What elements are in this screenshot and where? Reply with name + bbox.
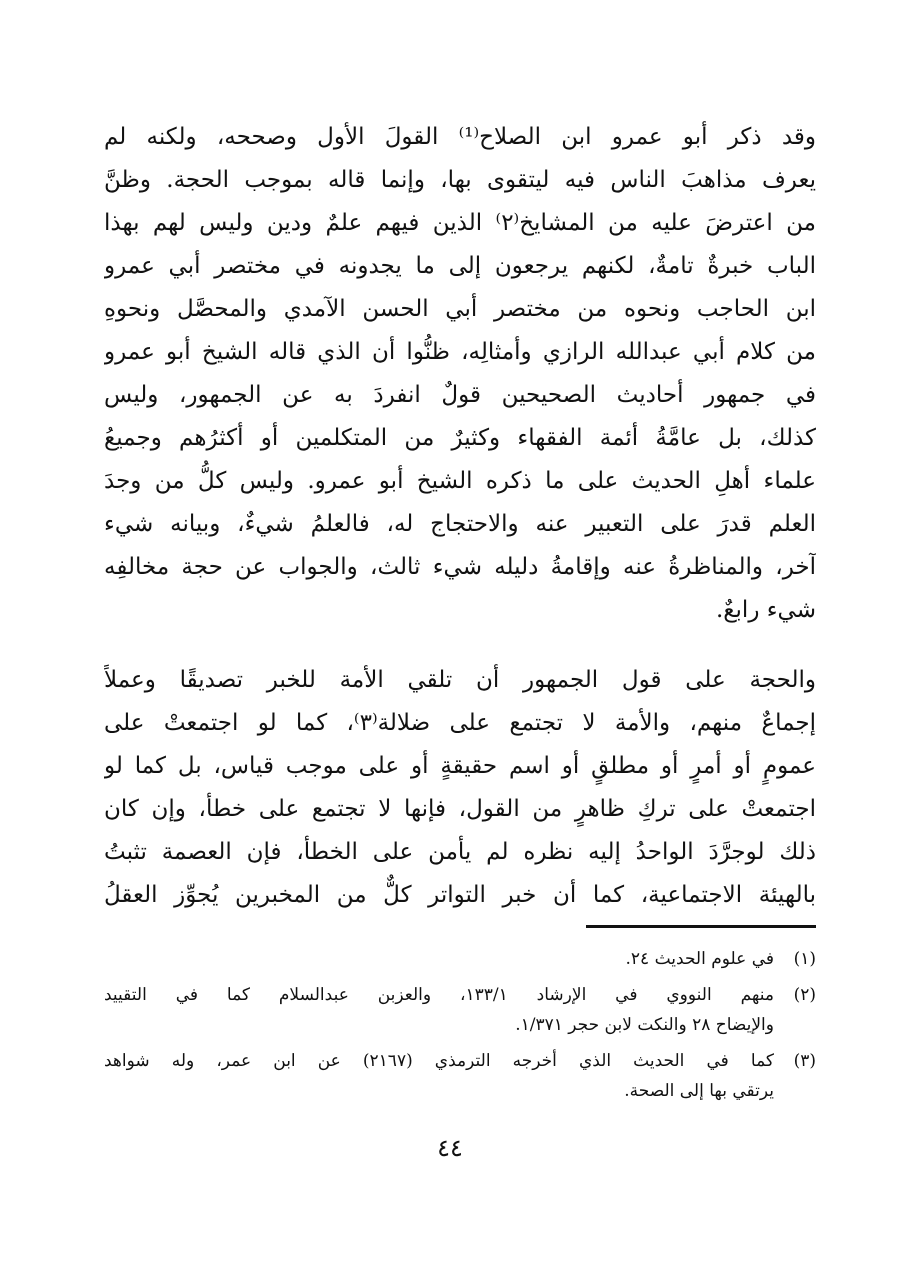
footnote-divider — [586, 925, 816, 928]
text-line: كذلك، بل عامَّةُ أئمة الفقهاء وكثيرٌ من المتكلمين أو أكثرُهم وجميعُ — [104, 425, 816, 451]
paragraph-gap — [104, 632, 816, 659]
page-number: ٤٤ — [437, 1134, 463, 1162]
footnote-text — [104, 1046, 774, 1106]
text-line: وقد ذكر أبو عمرو ابن الصلاح⁽¹⁾ القولَ الأول وصححه، ولكنه لم — [104, 124, 816, 150]
paragraph-2 — [104, 659, 816, 917]
footnote-2 — [104, 980, 816, 1040]
main-text — [104, 116, 816, 917]
text-line: من اعترضَ عليه من المشايخ⁽٢⁾ الذين فيهم علمٌ ودين وليس لهم بهذا — [104, 210, 816, 236]
footnote-1 — [104, 944, 816, 974]
text-line: اجتمعتْ على تركِ ظاهرٍ من القول، فإنها لا تجتمع على خطأ، وإن كان — [104, 796, 816, 822]
text-line: ذلك لوجرَّدَ الواحدُ إليه نظره لم يأمن على الخطأ، فإن العصمة تثبتُ — [104, 839, 816, 865]
text-line: آخر، والمناظرةُ عنه وإقامةُ دليله شيء ثالث، والجواب عن حجة مخالفِه — [104, 554, 816, 580]
text-line: والحجة على قول الجمهور أن تلقي الأمة للخبر تصديقًا وعملاً — [104, 667, 816, 693]
text-line: بالهيئة الاجتماعية، كما أن خبر التواتر كلٌّ من المخبرين يُجوِّز العقلُ — [104, 882, 816, 908]
footnote-3 — [104, 1046, 816, 1106]
footnote-number: (٣) — [793, 1051, 816, 1071]
text-line: عمومٍ أو أمرٍ أو مطلقٍ أو اسم حقيقةٍ أو على موجب قياس، بل كما لو — [104, 753, 816, 779]
footnote-number: (١) — [793, 949, 816, 969]
text-line: العلم قدرَ على التعبير عنه والاحتجاج له، فالعلمُ شيءٌ، وبيانه شيء — [104, 511, 816, 537]
footnote-line: في علوم الحديث ٢٤. — [625, 949, 774, 969]
paragraph-1 — [104, 116, 816, 632]
footnote-text — [104, 944, 774, 974]
text-line: إجماعٌ منهم، والأمة لا تجتمع على ضلالة⁽٣⁾، كما لو اجتمعتْ على — [104, 710, 816, 736]
footnotes — [104, 944, 816, 1112]
text-line: من كلام أبي عبدالله الرازي وأمثالِه، ظنُّوا أن الذي قاله الشيخ أبو عمرو — [104, 339, 816, 365]
text-line: ابن الحاجب ونحوه من مختصر أبي الحسن الآمدي والمحصَّل ونحوهِ — [104, 296, 816, 322]
text-line: شيء رابعٌ. — [715, 597, 816, 623]
text-line: علماء أهلِ الحديث على ما ذكره الشيخ أبو عمرو. وليس كلُّ من وجدَ — [104, 468, 816, 494]
footnote-text — [104, 980, 774, 1040]
text-line: يعرف مذاهبَ الناس فيه ليتقوى بها، وإنما قاله بموجب الحجة. وظنَّ — [104, 167, 816, 193]
footnote-line: والإيضاح ٢٨ والنكت لابن حجر ١/٣٧١. — [515, 1015, 774, 1035]
footnote-number: (٢) — [793, 985, 816, 1005]
footnote-line: منهم النووي في الإرشاد ١٣٣/١، والعزبن عبدالسلام كما في التقييد — [104, 985, 774, 1005]
footnote-line: كما في الحديث الذي أخرجه الترمذي (٢١٦٧) عن ابن عمر، وله شواهد — [104, 1051, 774, 1071]
text-line: في جمهور أحاديث الصحيحين قولٌ انفردَ به عن الجمهور، وليس — [104, 382, 816, 408]
footnote-line: يرتقي بها إلى الصحة. — [624, 1081, 774, 1101]
text-line: الباب خبرةٌ تامةٌ، لكنهم يرجعون إلى ما يجدونه في مختصر أبي عمرو — [104, 253, 816, 279]
